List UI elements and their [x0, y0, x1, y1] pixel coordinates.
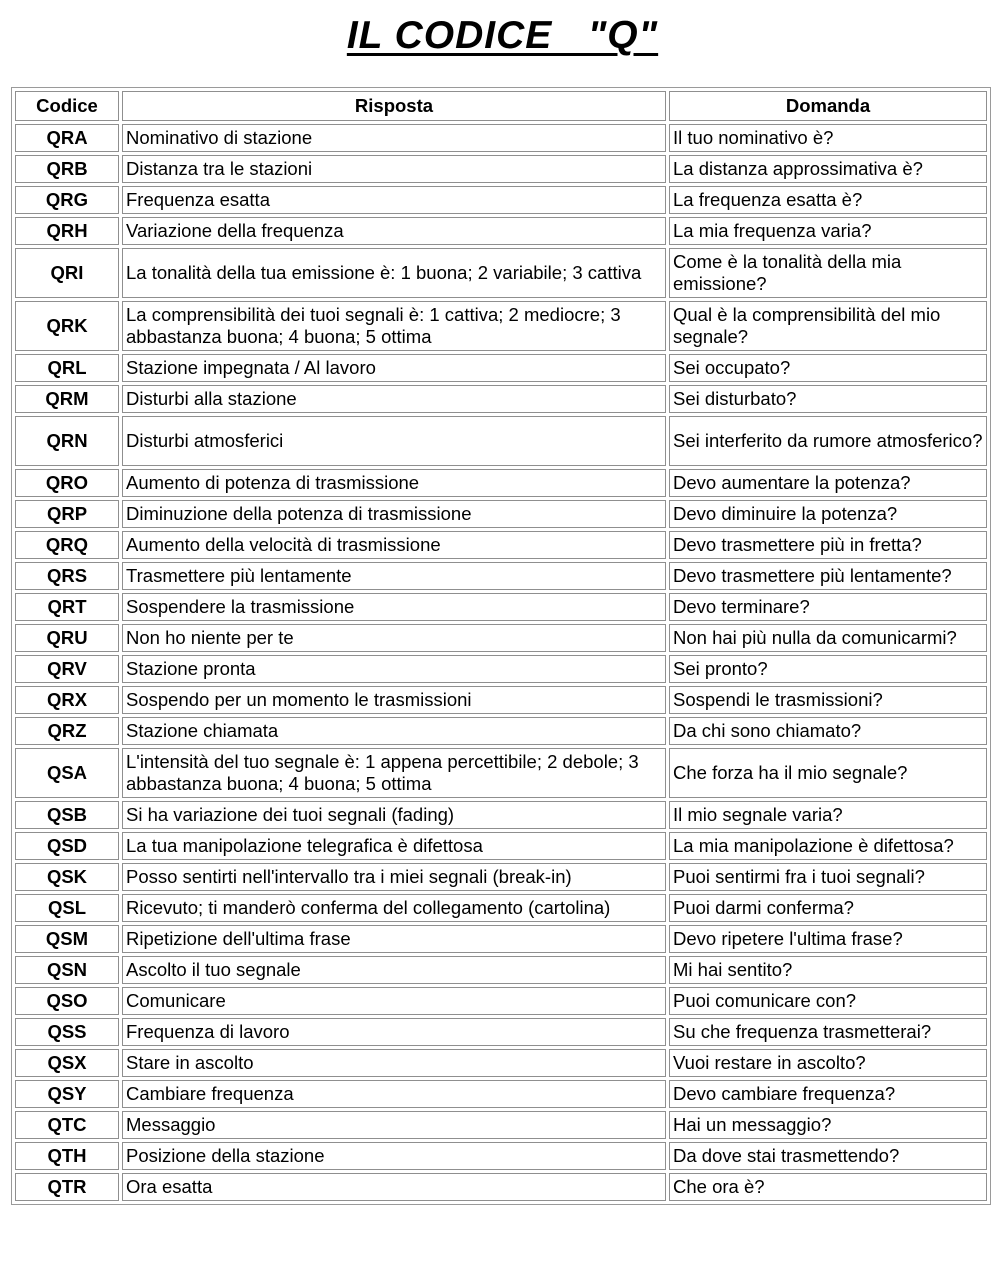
answer-cell: Posizione della stazione: [122, 1142, 666, 1170]
answer-cell: Posso sentirti nell'intervallo tra i miei segnali (break-in): [122, 863, 666, 891]
table-row: [15, 717, 987, 745]
code-cell: QSY: [15, 1080, 119, 1108]
question-cell: Devo trasmettere più in fretta?: [669, 531, 987, 559]
table-row: [15, 469, 987, 497]
table-row: [15, 1142, 987, 1170]
code-cell: QSL: [15, 894, 119, 922]
question-cell: La mia manipolazione è difettosa?: [669, 832, 987, 860]
table-row: [15, 186, 987, 214]
table-row: [15, 686, 987, 714]
answer-cell: Trasmettere più lentamente: [122, 562, 666, 590]
question-cell: Vuoi restare in ascolto?: [669, 1049, 987, 1077]
question-cell: Devo aumentare la potenza?: [669, 469, 987, 497]
answer-cell: Ricevuto; ti manderò conferma del collegamento (cartolina): [122, 894, 666, 922]
table-row: [15, 248, 987, 298]
answer-cell: La tua manipolazione telegrafica è difettosa: [122, 832, 666, 860]
question-cell: Sei pronto?: [669, 655, 987, 683]
code-cell: QRB: [15, 155, 119, 183]
table-row: [15, 593, 987, 621]
answer-cell: La tonalità della tua emissione è: 1 buona; 2 variabile; 3 cattiva: [122, 248, 666, 298]
question-cell: La distanza approssimativa è?: [669, 155, 987, 183]
code-cell: QSN: [15, 956, 119, 984]
table-row: [15, 801, 987, 829]
table-row: [15, 655, 987, 683]
code-cell: QSO: [15, 987, 119, 1015]
answer-cell: Disturbi atmosferici: [122, 416, 666, 466]
answer-cell: Frequenza esatta: [122, 186, 666, 214]
table-row: [15, 832, 987, 860]
answer-cell: Stazione pronta: [122, 655, 666, 683]
answer-cell: Comunicare: [122, 987, 666, 1015]
table-row: [15, 624, 987, 652]
question-cell: Sei disturbato?: [669, 385, 987, 413]
code-cell: QRL: [15, 354, 119, 382]
question-cell: Come è la tonalità della mia emissione?: [669, 248, 987, 298]
question-cell: Il tuo nominativo è?: [669, 124, 987, 152]
code-cell: QRU: [15, 624, 119, 652]
table-row: [15, 124, 987, 152]
question-cell: Sospendi le trasmissioni?: [669, 686, 987, 714]
table-row: [15, 1018, 987, 1046]
table-row: [15, 354, 987, 382]
q-code-table: [11, 87, 991, 1205]
code-cell: QSB: [15, 801, 119, 829]
table-row: [15, 748, 987, 798]
answer-cell: Variazione della frequenza: [122, 217, 666, 245]
header-domanda: Domanda: [669, 91, 987, 121]
code-cell: QTR: [15, 1173, 119, 1201]
table-row: [15, 894, 987, 922]
answer-cell: Nominativo di stazione: [122, 124, 666, 152]
table-row: [15, 155, 987, 183]
answer-cell: Ripetizione dell'ultima frase: [122, 925, 666, 953]
header-risposta: Risposta: [122, 91, 666, 121]
question-cell: La frequenza esatta è?: [669, 186, 987, 214]
code-cell: QSM: [15, 925, 119, 953]
answer-cell: Sospendo per un momento le trasmissioni: [122, 686, 666, 714]
answer-cell: Distanza tra le stazioni: [122, 155, 666, 183]
code-cell: QRV: [15, 655, 119, 683]
table-row: [15, 1049, 987, 1077]
code-cell: QRA: [15, 124, 119, 152]
table-row: [15, 1111, 987, 1139]
question-cell: Mi hai sentito?: [669, 956, 987, 984]
code-cell: QSX: [15, 1049, 119, 1077]
answer-cell: Diminuzione della potenza di trasmissione: [122, 500, 666, 528]
table-row: [15, 301, 987, 351]
code-cell: QSK: [15, 863, 119, 891]
code-cell: QRZ: [15, 717, 119, 745]
table-row: [15, 531, 987, 559]
page-title-text: IL CODICE "Q": [346, 14, 659, 57]
question-cell: Da dove stai trasmettendo?: [669, 1142, 987, 1170]
question-cell: Devo ripetere l'ultima frase?: [669, 925, 987, 953]
question-cell: Che ora è?: [669, 1173, 987, 1201]
code-cell: QRI: [15, 248, 119, 298]
code-cell: QRK: [15, 301, 119, 351]
question-cell: Qual è la comprensibilità del mio segnale?: [669, 301, 987, 351]
answer-cell: Non ho niente per te: [122, 624, 666, 652]
answer-cell: Ascolto il tuo segnale: [122, 956, 666, 984]
code-cell: QTC: [15, 1111, 119, 1139]
answer-cell: Si ha variazione dei tuoi segnali (fading): [122, 801, 666, 829]
code-cell: QSA: [15, 748, 119, 798]
table-row: [15, 500, 987, 528]
code-cell: QRG: [15, 186, 119, 214]
question-cell: Devo trasmettere più lentamente?: [669, 562, 987, 590]
code-cell: QRO: [15, 469, 119, 497]
question-cell: Su che frequenza trasmetterai?: [669, 1018, 987, 1046]
question-cell: Devo terminare?: [669, 593, 987, 621]
table-row: [15, 956, 987, 984]
table-row: [15, 1173, 987, 1201]
answer-cell: Stare in ascolto: [122, 1049, 666, 1077]
question-cell: Non hai più nulla da comunicarmi?: [669, 624, 987, 652]
code-cell: QTH: [15, 1142, 119, 1170]
table-row: [15, 416, 987, 466]
answer-cell: La comprensibilità dei tuoi segnali è: 1 cattiva; 2 mediocre; 3 abbastanza buona; 4 buona; 5 ottima: [122, 301, 666, 351]
question-cell: Il mio segnale varia?: [669, 801, 987, 829]
table-row: [15, 925, 987, 953]
question-cell: Sei occupato?: [669, 354, 987, 382]
answer-cell: Stazione impegnata / Al lavoro: [122, 354, 666, 382]
answer-cell: Aumento di potenza di trasmissione: [122, 469, 666, 497]
question-cell: Hai un messaggio?: [669, 1111, 987, 1139]
code-cell: QRX: [15, 686, 119, 714]
table-row: [15, 1080, 987, 1108]
question-cell: Puoi darmi conferma?: [669, 894, 987, 922]
question-cell: Sei interferito da rumore atmosferico?: [669, 416, 987, 466]
answer-cell: Ora esatta: [122, 1173, 666, 1201]
answer-cell: Messaggio: [122, 1111, 666, 1139]
code-cell: QRH: [15, 217, 119, 245]
answer-cell: Aumento della velocità di trasmissione: [122, 531, 666, 559]
answer-cell: Cambiare frequenza: [122, 1080, 666, 1108]
question-cell: La mia frequenza varia?: [669, 217, 987, 245]
answer-cell: Stazione chiamata: [122, 717, 666, 745]
answer-cell: Frequenza di lavoro: [122, 1018, 666, 1046]
code-cell: QSD: [15, 832, 119, 860]
code-cell: QRN: [15, 416, 119, 466]
table-row: [15, 863, 987, 891]
table-row: [15, 562, 987, 590]
question-cell: Devo cambiare frequenza?: [669, 1080, 987, 1108]
table-row: [15, 385, 987, 413]
question-cell: Da chi sono chiamato?: [669, 717, 987, 745]
table-row: [15, 217, 987, 245]
table-header-row: [15, 91, 987, 121]
question-cell: Puoi sentirmi fra i tuoi segnali?: [669, 863, 987, 891]
code-cell: QRM: [15, 385, 119, 413]
code-cell: QRP: [15, 500, 119, 528]
answer-cell: Sospendere la trasmissione: [122, 593, 666, 621]
answer-cell: L'intensità del tuo segnale è: 1 appena percettibile; 2 debole; 3 abbastanza buona; 4 buona; 5 ottima: [122, 748, 666, 798]
code-cell: QRQ: [15, 531, 119, 559]
answer-cell: Disturbi alla stazione: [122, 385, 666, 413]
table-body: [15, 124, 987, 1201]
question-cell: Puoi comunicare con?: [669, 987, 987, 1015]
code-cell: QSS: [15, 1018, 119, 1046]
question-cell: Devo diminuire la potenza?: [669, 500, 987, 528]
question-cell: Che forza ha il mio segnale?: [669, 748, 987, 798]
page-title: [0, 12, 1005, 60]
header-codice: Codice: [15, 91, 119, 121]
table-row: [15, 987, 987, 1015]
code-cell: QRS: [15, 562, 119, 590]
code-cell: QRT: [15, 593, 119, 621]
